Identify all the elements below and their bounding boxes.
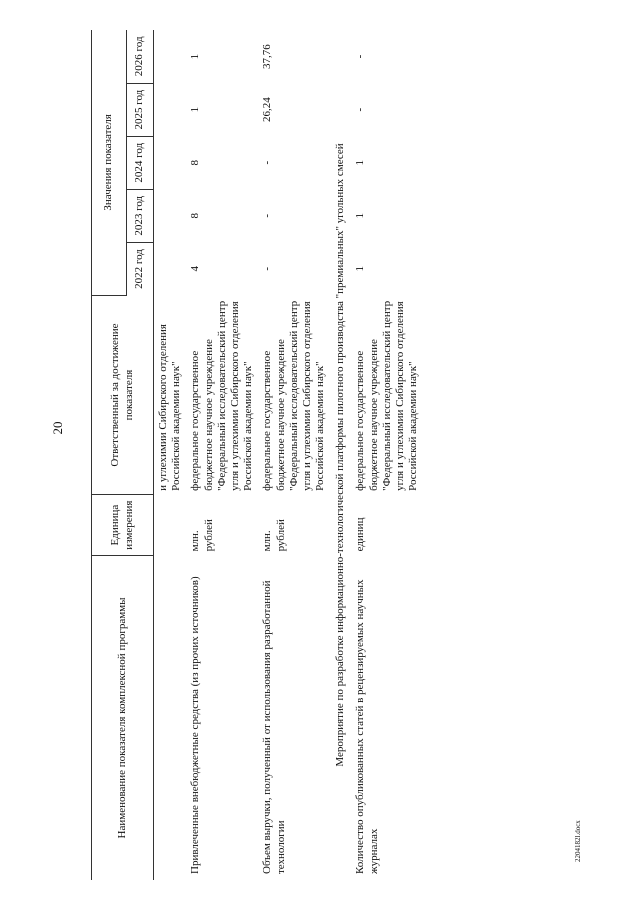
indicator-value: [154, 189, 187, 242]
indicator-value: [154, 136, 187, 189]
indicator-value: 1: [354, 212, 367, 219]
indicator-value: 26,24: [261, 97, 274, 123]
indicator-value: -: [354, 107, 367, 112]
section-row: [330, 30, 351, 880]
table-row: [186, 30, 258, 880]
indicator-name: Объем выручки, полученный от использования разработанной технологии: [261, 580, 287, 874]
footer-filename: 2204182l.docx: [574, 820, 582, 862]
header-year: 2026 год: [127, 30, 154, 83]
indicator-name: Количество опубликованных статей в рецензируемых научных журналах: [354, 579, 380, 874]
indicator-unit: [154, 495, 187, 556]
indicator-unit: единиц: [354, 517, 367, 552]
indicator-name: [154, 555, 187, 880]
header-year: 2022 год: [127, 242, 154, 295]
header-year: 2025 год: [127, 83, 154, 136]
indicators-table: [91, 30, 423, 880]
table-row: [154, 30, 187, 880]
indicator-unit: млн. рублей: [261, 519, 287, 552]
indicator-responsible: федеральное государственное бюджетное научное учреждение "Федеральный исследовательский центр угля и углехимии Сибирского отделения Российской академии наук": [189, 300, 255, 491]
header-name: Наименование показателя комплексной программы: [115, 597, 128, 839]
indicator-value: 1: [189, 53, 202, 60]
indicator-responsible: и углехимии Сибирского отделения Российской академии наук": [157, 324, 183, 491]
rotated-table-container: [91, 30, 606, 880]
header-year: 2024 год: [127, 136, 154, 189]
indicator-value: [154, 83, 187, 136]
indicator-value: -: [261, 266, 274, 271]
indicator-value: [154, 30, 187, 83]
table-row: [258, 30, 330, 880]
indicator-value: 8: [189, 159, 202, 166]
indicator-unit: млн. рублей: [189, 519, 215, 552]
indicator-value: 4: [189, 266, 202, 272]
page-number: 20: [50, 421, 65, 435]
header-responsible: Ответственный за достижение показателя: [92, 295, 154, 495]
indicator-value: [154, 242, 187, 295]
indicator-value: -: [261, 213, 274, 218]
table-row: [351, 30, 423, 880]
section-title: Мероприятие по разработке информационно-технологической платформы пилотного производства "премиальных" угольных смесей: [334, 143, 347, 767]
indicator-value: 1: [354, 159, 367, 166]
indicator-value: 1: [354, 266, 367, 272]
indicator-value: -: [354, 54, 367, 59]
header-values-group: Значения показателя: [92, 30, 127, 295]
indicator-responsible: федеральное государственное бюджетное научное учреждение "Федеральный исследовательский центр угля и углехимии Сибирского отделения Российской академии наук": [354, 300, 420, 491]
indicator-value: 8: [189, 212, 202, 219]
indicator-value: -: [261, 160, 274, 165]
indicator-value: 1: [189, 106, 202, 113]
indicator-responsible: федеральное государственное бюджетное научное учреждение "Федеральный исследовательский центр угля и углехимии Сибирского отделения Российской академии наук": [261, 300, 327, 491]
indicator-value: 37,76: [261, 44, 274, 69]
header-year: 2023 год: [127, 189, 154, 242]
table-header: [92, 30, 154, 880]
indicator-name: Привлеченные внебюджетные средства (из прочих источников): [189, 576, 202, 874]
header-unit: Единица измерения: [92, 495, 154, 556]
